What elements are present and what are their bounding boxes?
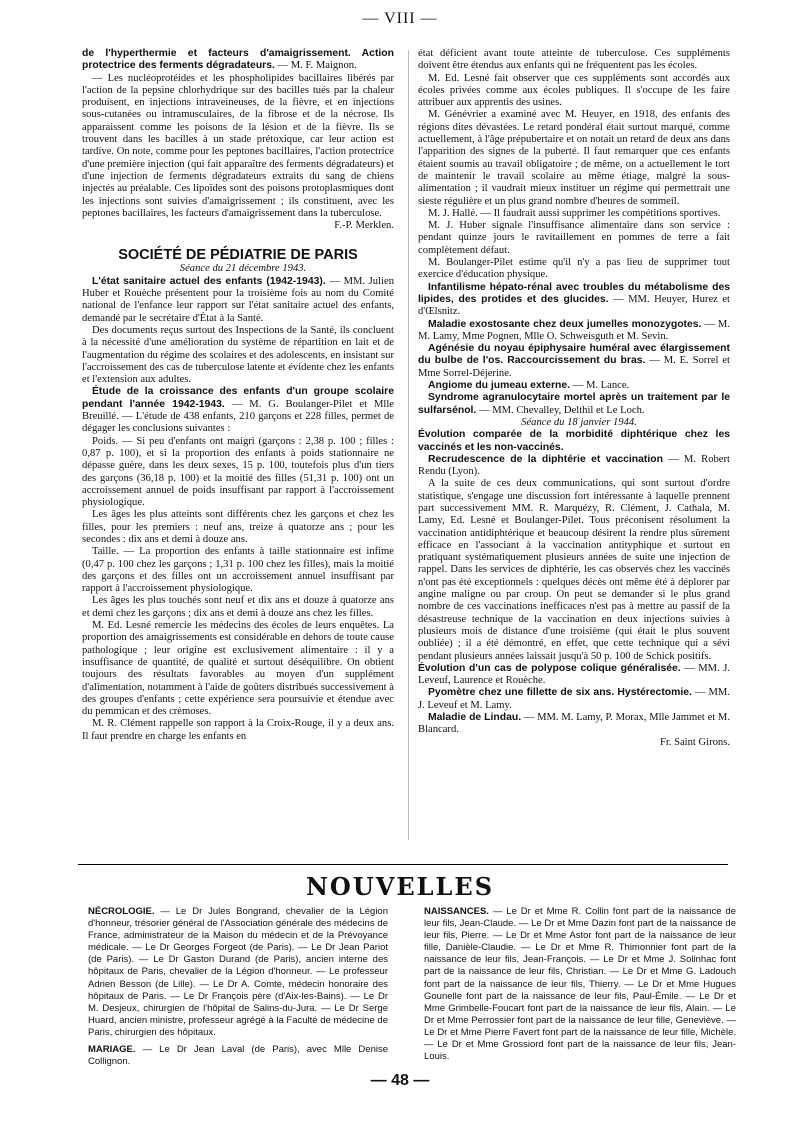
article-paragraph <box>418 282 730 319</box>
article-authors: — M. Lance. <box>570 380 630 392</box>
news-item <box>88 906 388 1039</box>
article-title: Évolution d'un cas de polypose colique généralisée. <box>418 662 681 674</box>
article-text: — MM. Julien Huber et Rouèche présentent pour la troisième fois au nom du Comité national de l'enfance leur rapport sur l'état sanitaire actuel des enfants, demandé par le secrétaire d'État à la Santé. <box>82 275 394 324</box>
article-paragraph: Poids. — Si peu d'enfants ont maigri (garçons : 2,38 p. 100 ; filles : 0,87 p. 100), et si la proportion des enfants à poids stationnaire ne dépasse guère, dans les deux sexes, 15 p. 100, toutefois plus d'un tiers des garçons (36,18 p. 100) et la moitié des filles (51,31 p. 100) ont un accroissement annuel de poids insuffisant par rapport à l'accroissement physiologique. <box>82 435 394 509</box>
news-left-column <box>88 906 388 1073</box>
article-title: de l'hyperthermie et facteurs d'amaigrissement. Action protectrice des ferments dégradateurs. <box>82 48 394 72</box>
article-title: Maladie de Lindau. <box>428 712 522 724</box>
author-signature: F.-P. Merklen. <box>334 220 394 232</box>
article-title: Étude de la croissance des enfants d'un groupe scolaire pendant l'année 1942-1943. <box>82 386 394 410</box>
article-paragraph <box>418 663 730 688</box>
article-paragraph <box>82 48 394 73</box>
news-text: — Le Dr et Mme R. Collin font part de la naissance de leur fils, Jean-Claude. — Le Dr et Mme Dazin font part de la naissance de leur fils, Pierre. — Le Dr et Mme Astor font part de la naissance de leur fille, Danièle-Claudie. — Le Dr et Mme R. Thimonnier font part de la naissance de leur fils, Jean-François. — Le Dr et Mme J. Solinhac font part de la naissance de leur fils, Christian. — Le Dr et Mme G. Ladouch font part de la naissance de leur fils, Thierry. — Le Dr et Mme Hugues Gounelle font part de la naissance de leur fils, Paul-Émile. — Le Dr et Mme Grimbelle-Foucart font part de la naissance de leur fils, Alain. — Le Dr et Mme Perrossier font part de la naissance de leur fille, Geneviève. — Le Dr et Mme Pierre Favert font part de la naissance de leur fille, Michèle. — Le Dr et Mme Grossiord font part de la naissance de leur fils, Jean-Louis. <box>424 906 736 1063</box>
article-paragraph: Les âges les plus touchés sont neuf et dix ans et douze à quatorze ans et demi chez les garçons ; dix ans et demi à douze ans chez les filles. <box>82 595 394 619</box>
nouvelles-heading: NOUVELLES <box>305 872 495 901</box>
article-paragraph: M. Ed. Lesné fait observer que ces suppléments sont accordés aux écoles privées comme aux écoles publiques. Il s'occupe de les faire attribuer aux apprentis des usines. <box>418 72 730 109</box>
left-column <box>82 48 394 743</box>
article-paragraph <box>418 454 730 479</box>
article-title: Évolution comparée de la morbidité diphtérique chez les vaccinés et les non-vaccinés. <box>418 429 730 453</box>
news-text: — Le Dr Jean Laval (de Paris), avec Mlle Denise Collignon. <box>88 1044 388 1068</box>
news-right-column <box>424 906 736 1068</box>
article-paragraph: Taille. — La proportion des enfants à taille stationnaire est infime (0,47 p. 100 chez les garçons ; 1,31 p. 100 chez les filles), mais la moitié des garçons et des filles ont un accroissement annuel insuffisant par rapport à l'accroissement physiologique. <box>82 546 394 595</box>
article-paragraph: M. Ed. Lesné remercie les médecins des écoles de leurs enquêtes. La proportion des amaigrissements est considérable en dehors de toute cause pathologique ; leur origine est exclusivement alimentaire : il y a insuffisance de quantité, de qualité et surtout déséquilibre. On obtient toujours des résultats favorables au moyen d'un supplément d'alimentation, notamment à l'aide de goûters distribués successivement à des groupes d'enfants ; cette expérience sera poursuivie et étendue avec du pemmican et des crèmoses. <box>82 620 394 718</box>
article-paragraph: M. J. Hallé. — Il faudrait aussi supprimer les compétitions sportives. <box>428 207 721 219</box>
section-rule <box>78 864 728 865</box>
article-title: Recrudescence de la diphtérie et vaccination <box>428 453 663 465</box>
session-date: Séance du 21 décembre 1943. <box>179 263 307 275</box>
page-number: — 48 — <box>370 1072 430 1089</box>
article-paragraph: — Les nucléoprotéides et les phospholipides bacillaires libérés par l'action de la pepsine chlorhydrique sur des bacilles tués par la chaleur produisent, en injections intraveineuses, de la fièvre, et en injections sous-cutanées ou intramusculaires, de la fibrose et de la nécrose. Ils apparaissent comme les poisons de la lésion et de la fièvre. Ils se trouvent dans les bacilles à un stade prétoxique, car leur action est tardive. On note, comme pour les peptones bacillaires, l'action protectrice d'une première injection (qui fait apparaître des ferments dégradateurs) et d'une injection de ferments dégradateurs extraits du sang de chiens injectés au préalable. Ces lipoïdes sont des poisons protoplasmiques dont les injections sont suivies d'amaigrissement ; ils constituent, avec les peptones bacillaires, les facteurs d'amaigrissement dans la tuberculose. <box>82 72 394 219</box>
article-paragraph <box>82 276 394 325</box>
right-column <box>418 48 730 749</box>
article-authors: — M. Robert Rendu (Lyon). <box>418 453 730 478</box>
article-paragraph: état déficient avant toute atteinte de tuberculose. Ces suppléments doivent être étendus aux enfants qui ne fréquentent pas les écoles. <box>418 48 730 72</box>
article-paragraph <box>418 712 730 737</box>
article-authors: — MM. J. Leveuf et M. Lamy. <box>418 687 730 711</box>
article-authors: — MM. M. Lamy, P. Morax, Mlle Jammet et M. Blancard. <box>418 712 731 736</box>
article-title: Syndrome agranulocytaire mortel après un traitement par le sulfarsénol. <box>418 392 730 416</box>
article-paragraph: Les âges les plus atteints sont différents chez les garçons et chez les filles, pour les premiers : neuf ans, treize à quatorze ans ; pour les secondes : dix ans et demi à douze ans. <box>82 509 394 545</box>
article-authors: — M. F. Maignon. <box>274 60 357 72</box>
article-paragraph <box>418 392 730 417</box>
article-authors: — M. E. Sorrel et Mme Sorrel-Déjerine. <box>418 355 731 379</box>
article-title: Agénésie du noyau épiphysaire huméral avec élargissement du bulbe de l'os. Raccourcissement du bras. <box>418 343 730 367</box>
article-paragraph: M. Génévrier a examiné avec M. Heuyer, en 1918, des enfants des régions dites dévastées. Le retard pondéral était surtout marqué, comme actuellement, à l'âge prépubertaire et on notait un retard de deux ans dans l'apparition des signes de la puberté. Il faut remarquer que ces enfants étaient soumis au travail obligatoire ; de même, on a actuellement le tort de maintenir le travail scolaire au même étiage, malgré la sous-alimentation ; il vaudrait mieux instituer un régime qui permettrait une sieste régulière et un plus grand nombre d'heures de sommeil. <box>418 109 730 207</box>
article-paragraph: A la suite de ces deux communications, qui sont surtout d'ordre statistique, s'engage une discussion fort intéressante à laquelle prennent part successivement MM. R. Marquézy, R. Clément, J. Cathala, M. Lamy, Ed. Lesné et Boulanger-Pilet. Tous préconisent résolument la vaccination antidiphtérique et beaucoup désirent la rendre plus sûrement efficace en l'associant à la vaccination antityphique et surtout en pratiquant systématiquement plusieurs années de suite une injection de rappel. Dans les services de diphtérie, les cas observés chez les vaccinés n'ont pas été exceptionnels : quelques décès ont même été à déplorer par angine maligne ou par croup. On peut se demander si le plus grand nombre de ces vaccinations inefficaces n'est pas à mettre au passif de la désastreuse technique de la vaccination en deux injections suivies à plusieurs mois de distance d'une troisième (qui était le plus souvent oubliée) ; il a été démontré, en effet, que cette technique qui a sévi pendant plusieurs années laissait jusqu'à 50 p. 100 de Schick positifs. <box>418 478 730 662</box>
article-title: Angiome du jumeau externe. <box>428 380 571 392</box>
article-paragraph: M. Boulanger-Pilet estime qu'il n'y a pas lieu de supprimer tout exercice d'éducation physique. <box>418 257 730 281</box>
news-label: MARIAGE. <box>88 1044 136 1056</box>
article-paragraph <box>418 380 730 392</box>
article-paragraph: M. R. Clément rappelle son rapport à la Croix-Rouge, il y a deux ans. Il faut prendre en charge les enfants en <box>82 718 394 742</box>
article-paragraph <box>418 343 730 380</box>
article-authors: — MM. Chevalley, Delthil et Le Loch. <box>476 404 645 416</box>
article-authors: — MM. J. Leveuf, Laurence et Rouèche. <box>418 662 730 687</box>
article-paragraph <box>418 429 730 454</box>
author-signature: Fr. Saint Girons. <box>659 736 730 748</box>
article-text: — M. G. Boulanger-Pilet et Mlle Breuillé. — L'étude de 438 enfants, 210 garçons et 228 filles, permet de dégager les conclusions suivantes : <box>82 398 394 435</box>
session-date: Séance du 18 janvier 1944. <box>521 416 637 428</box>
article-paragraph: Des documents reçus surtout des Inspections de la Santé, ils concluent à la nécessité d'une amélioration du système de répartition en lait et de l'augmentation du régime des scolaires et des adolescents, en insistant sur l'accroissement des cas de tuberculose latente et évidente chez les enfants et l'extension aux adultes. <box>82 324 394 386</box>
page-header-folio: — VIII — <box>362 10 438 27</box>
article-authors: — M. M. Lamy, Mme Pognen, Mlle O. Schweisguth et M. Sevin. <box>418 318 731 342</box>
article-title: Infantilisme hépato-rénal avec troubles du métabolisme des lipides, des protides et des glucides. <box>418 281 730 305</box>
article-paragraph <box>82 386 394 435</box>
society-heading: SOCIÉTÉ DE PÉDIATRIE DE PARIS <box>118 247 358 264</box>
news-text: — Le Dr Jules Bongrand, chevalier de la Légion d'honneur, trésorier général de l'Association générale des médecins de France, administrateur de la Maison du médecin et de la Prévoyance médicale. — Le Dr Georges Forgeot (de Paris). — Le Dr Jean Pariot (de Paris). — Le Dr Gaston Durand (de Paris), ancien interne des hôpitaux de Paris, chevalier de la Légion d'honneur. — Le professeur Adrien Besson (de Lille). — Le Dr A. Comte, médecin honoraire des hôpitaux de Paris. — Le Dr François père (d'Aix-les-Bains). — Le Dr M. Desjeux, chirurgien de l'hôpital de Salins-du-Jura. — Le Dr Serge Huard, ancien ministre, professeur agrégé à la Faculté de médecine de Paris, chirurgien des hôpitaux. <box>88 906 388 1038</box>
article-paragraph: M. J. Huber signale l'insuffisance alimentaire dans son service : pendant quinze jours le ravitaillement en pommes de terre a fait complètement défaut. <box>418 220 730 256</box>
article-title: Maladie exostosante chez deux jumelles monozygotes. <box>428 318 702 330</box>
news-item <box>88 1044 388 1068</box>
article-paragraph <box>418 687 730 712</box>
news-label: NÉCROLOGIE. <box>88 906 155 917</box>
article-title: Pyomètre chez une fillette de six ans. Hystérectomie. <box>428 687 692 699</box>
article-paragraph <box>418 319 730 344</box>
article-title: L'état sanitaire actuel des enfants (1942-1943). <box>92 275 326 287</box>
article-authors: — MM. Heuyer, Hurez et d'Œlsnitz. <box>418 293 730 318</box>
news-item <box>424 906 736 1063</box>
news-label: NAISSANCES. <box>424 906 489 917</box>
column-divider <box>408 50 409 840</box>
